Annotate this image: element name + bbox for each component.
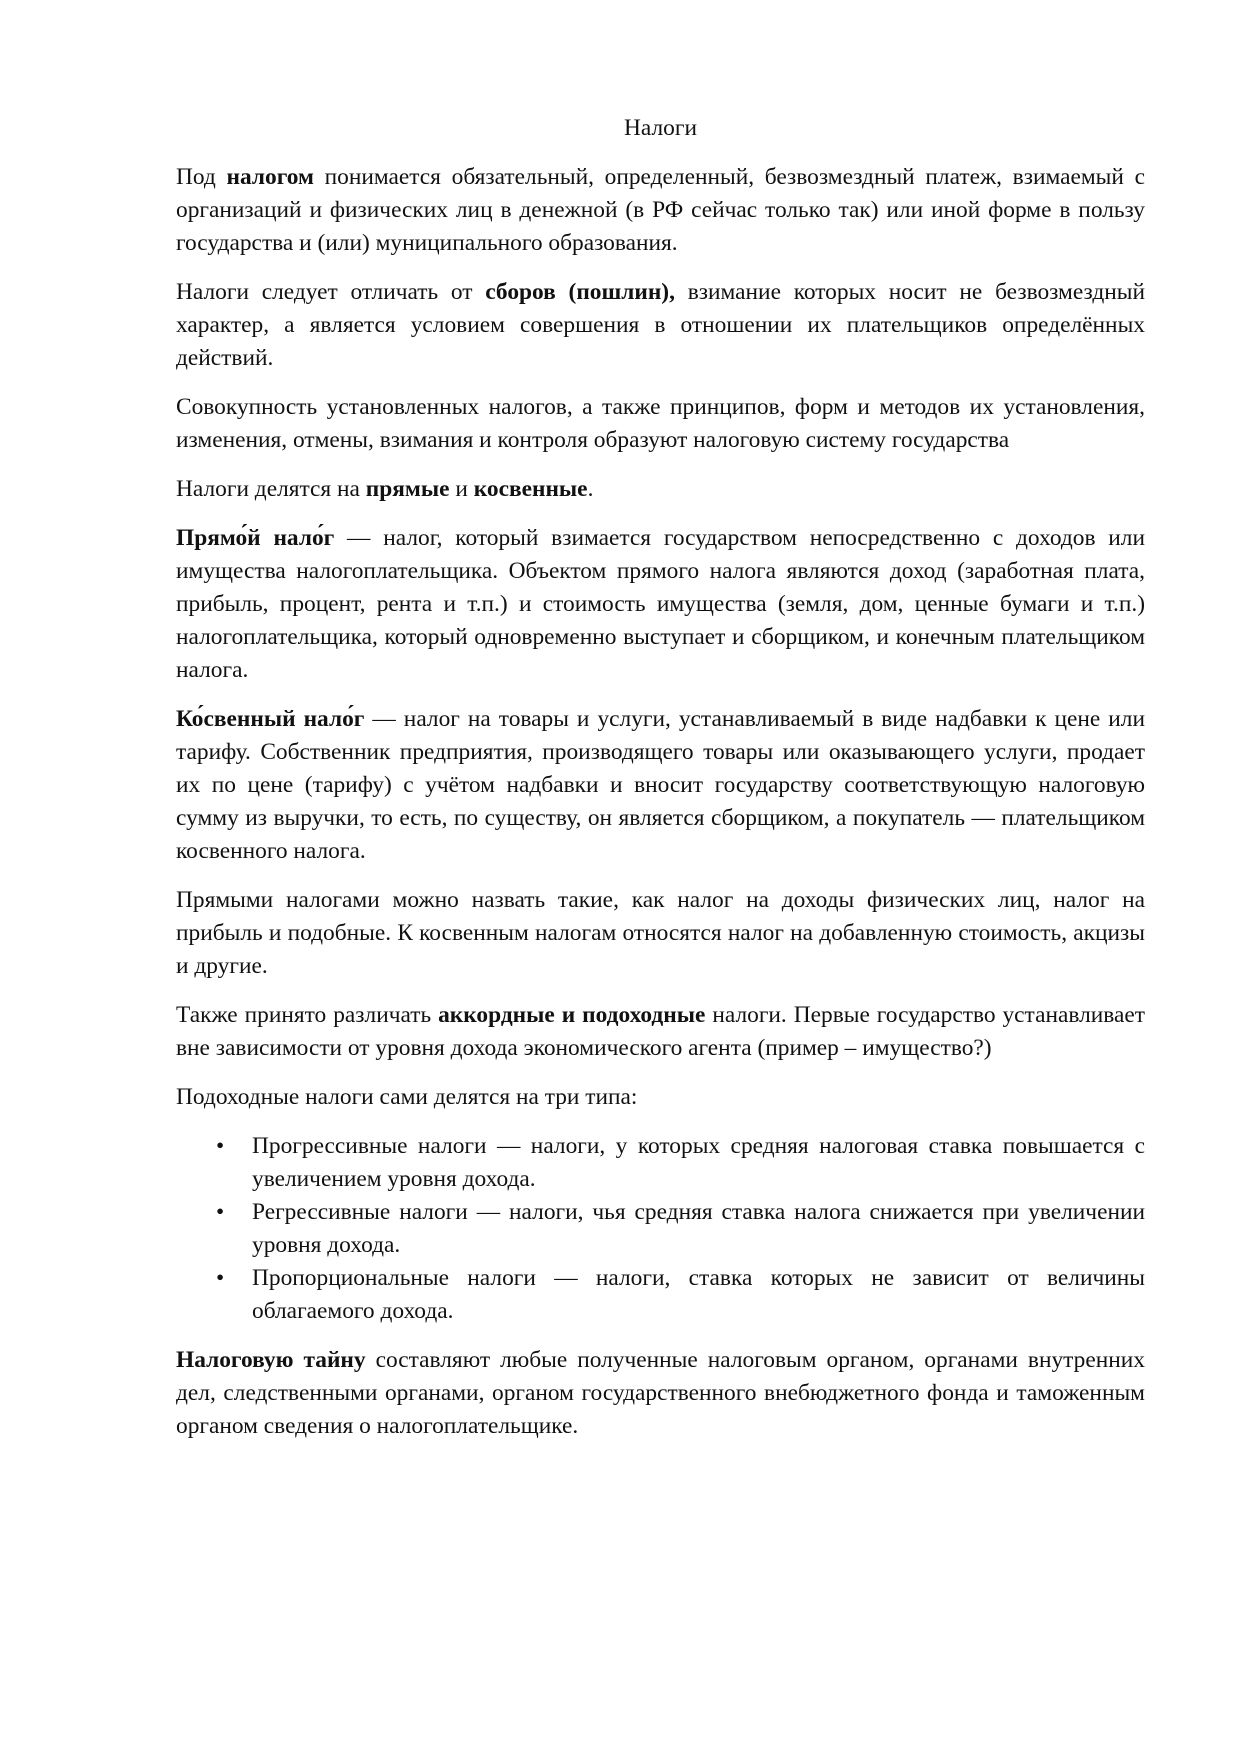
text-run: .	[587, 476, 594, 502]
text-run: понимается обязательный, определенный, безвозмездный платеж, взимаемый с организаций и физических лиц в денежной (в РФ сейчас только так) или иной форме в пользу государства и (или) муниципального образования.	[176, 164, 1145, 256]
paragraph-tax-system: Совокупность установленных налогов, а также принципов, форм и методов их установления, изменения, отмены, взимания и контроля образуют налоговую систему государства	[176, 394, 1145, 453]
bullet-icon: •	[216, 1265, 225, 1291]
bold-term-lump-sum-income: аккордные и подоходные	[438, 1002, 706, 1028]
list-item	[176, 1130, 1145, 1196]
text-run: взимание которых носит не безвозмездный характер, а является условием совершения в отношении их плательщиков определённых действий.	[176, 279, 1145, 371]
text-run: составляют любые полученные налоговым органом, органами внутренних дел, следственными органами, органом государственного внебюджетного фонда и таможенным органом сведения о налогоплательщике.	[176, 1347, 1145, 1439]
text-run: Налоги делятся на	[176, 476, 366, 502]
text-run: — налог на товары и услуги, устанавливаемый в виде надбавки к цене или тарифу. Собственник предприятия, производящего товары или оказывающего услуги, продает их по цене (тарифу) с учётом надбавки и вносит государству соответствующую налоговую сумму из выручки, то есть, по существу, он является сборщиком, а покупатель — плательщиком косвенного налога.	[176, 706, 1145, 864]
list-item-text: Регрессивные налоги — налоги, чья средняя ставка налога снижается при увеличении уровня дохода.	[252, 1199, 1145, 1258]
bold-term-indirect: косвенные	[473, 476, 588, 502]
paragraph-fees	[176, 276, 1145, 375]
bullet-icon: •	[216, 1199, 225, 1225]
list-item-text: Пропорциональные налоги — налоги, ставка которых не зависит от величины облагаемого дохода.	[252, 1265, 1145, 1324]
bold-term-tax-secrecy: Налоговую тайну	[176, 1347, 366, 1373]
text-run: — налог, который взимается государством непосредственно с доходов или имущества налогоплательщика. Объектом прямого налога являются доход (заработная плата, прибыль, процент, рента и т.п.) и стоимость имущества (земля, дом, ценные бумаги и т.п.) налогоплательщика, который одновременно выступает и сборщиком, и конечным плательщиком налога.	[176, 525, 1145, 683]
bullet-icon: •	[216, 1133, 225, 1159]
text-run: Также принято различать	[176, 1002, 439, 1028]
bold-term-direct-tax: Прямо́й нало́г	[176, 525, 335, 551]
income-tax-types-list	[176, 1130, 1145, 1328]
document-page	[176, 112, 1145, 1459]
paragraph-examples: Прямыми налогами можно назвать такие, как налог на доходы физических лиц, налог на прибыль и подобные. К косвенным налогам относятся налог на добавленную стоимость, акцизы и другие.	[176, 887, 1145, 979]
bold-term-tax: налогом	[226, 164, 314, 190]
text-run: налоги. Первые государство устанавливает вне зависимости от уровня дохода экономического агента (пример – имущество?)	[176, 1002, 1145, 1061]
bold-term-indirect-tax: Ко́свенный нало́г	[176, 706, 365, 732]
list-item	[176, 1196, 1145, 1262]
paragraph-income-types-intro: Подоходные налоги сами делятся на три типа:	[176, 1084, 638, 1110]
bold-term-direct: прямые	[365, 476, 450, 502]
paragraph-direct-tax	[176, 522, 1145, 687]
paragraph-tax-definition	[176, 161, 1145, 260]
paragraph-indirect-tax	[176, 703, 1145, 868]
document-title: Налоги	[624, 115, 697, 141]
text-run: Под	[176, 164, 227, 190]
paragraph-lump-sum	[176, 999, 1145, 1065]
text-run: и	[449, 476, 474, 502]
list-item	[176, 1262, 1145, 1328]
bold-term-fees: сборов (пошлин),	[485, 279, 675, 305]
list-item-text: Прогрессивные налоги — налоги, у которых средняя налоговая ставка повышается с увеличением уровня дохода.	[252, 1133, 1145, 1192]
paragraph-tax-types	[176, 473, 1145, 506]
text-run: Налоги следует отличать от	[176, 279, 486, 305]
paragraph-tax-secrecy	[176, 1344, 1145, 1443]
